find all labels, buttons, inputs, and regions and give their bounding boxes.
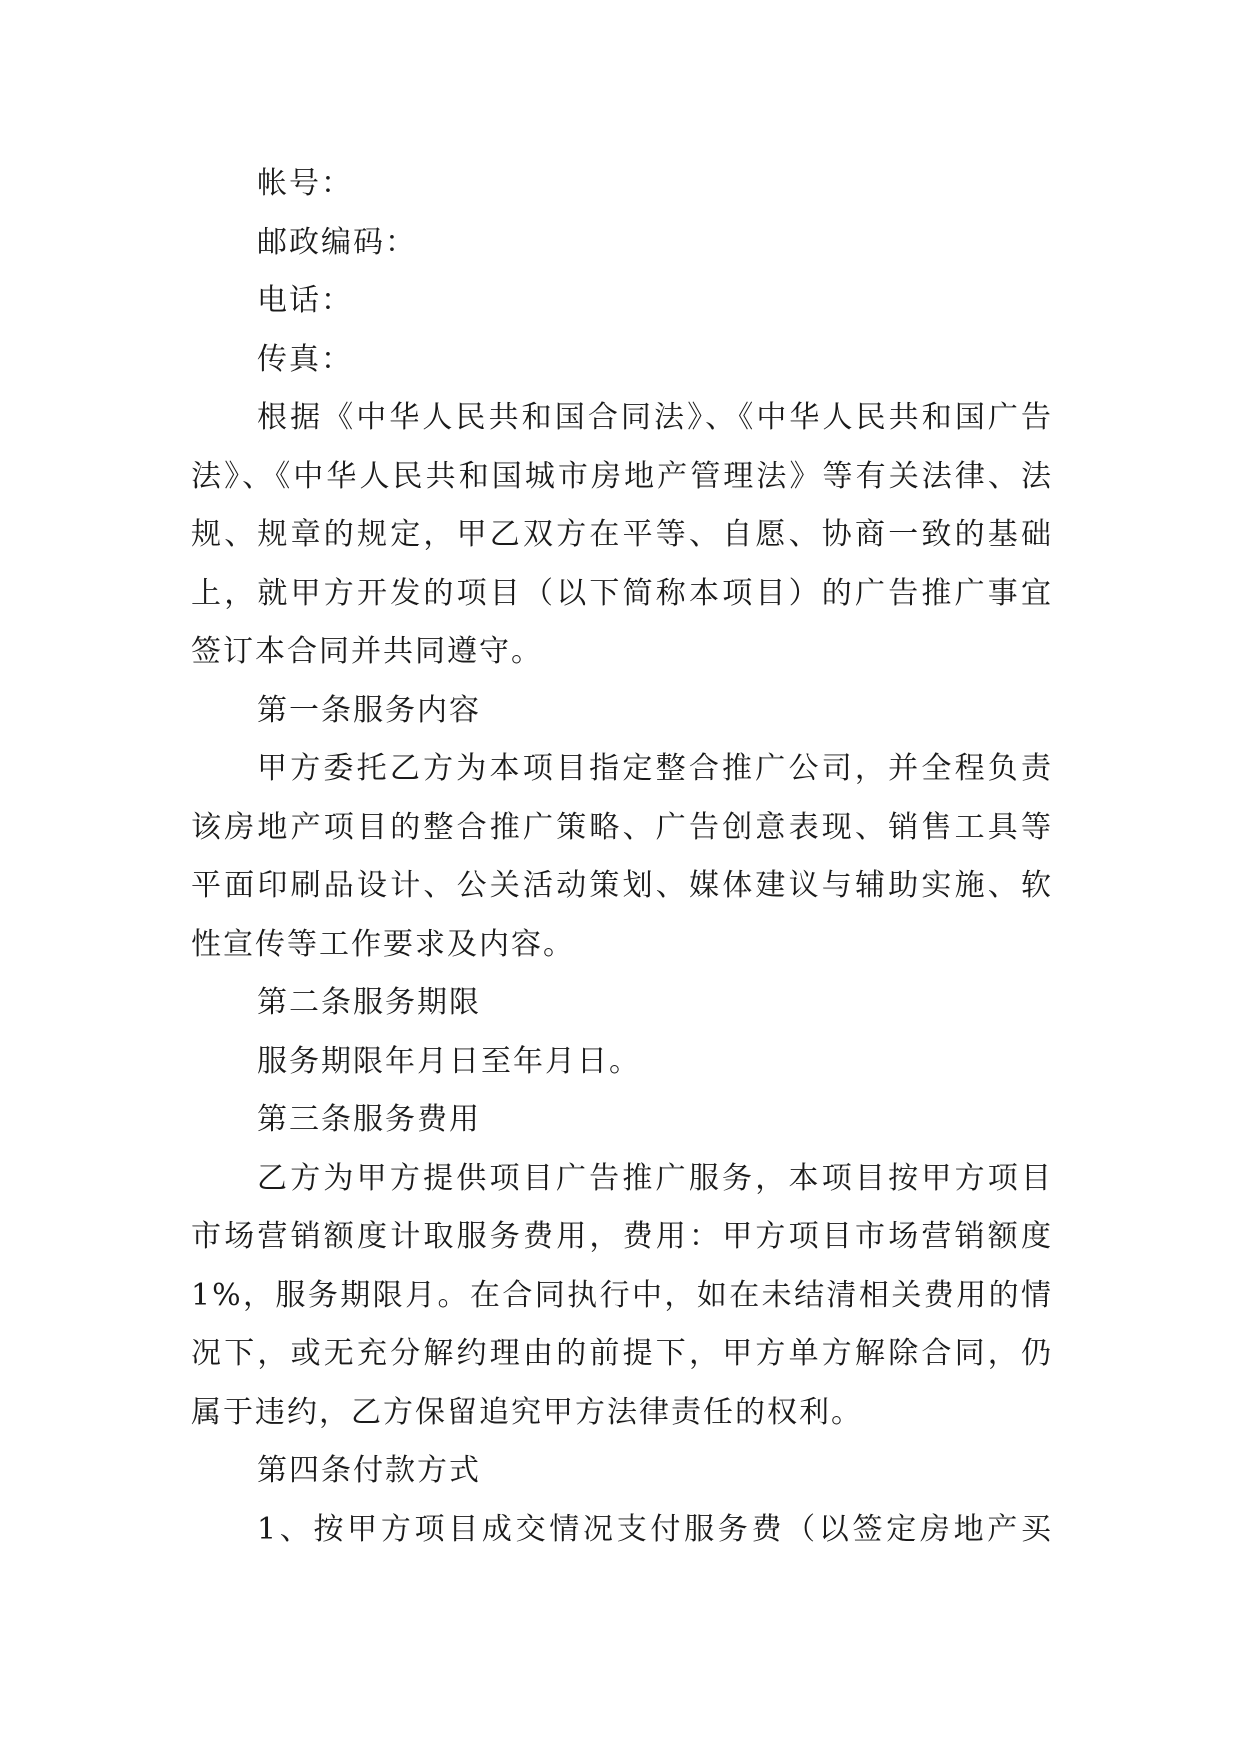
- phone-label: 电话：: [257, 283, 353, 318]
- preamble-line-1: 根据《中华人民共和国合同法》、《中华人民共和国广告: [257, 400, 1053, 435]
- postal-code-label: 邮政编码：: [257, 224, 417, 260]
- article-3-line-3: 1%，服务期限月。在合同执行中，如在未结清相关费用的情: [191, 1277, 1053, 1313]
- article-4-line-1: 1、按甲方项目成交情况支付服务费（以签定房地产买: [257, 1511, 1053, 1547]
- preamble-line-2: 法》、《中华人民共和国城市房地产管理法》等有关法律、法: [191, 458, 1053, 494]
- article-3-heading: 第三条服务费用: [257, 1102, 481, 1137]
- article-1-line-1: 甲方委托乙方为本项目指定整合推广公司，并全程负责: [257, 751, 1053, 786]
- article-3-line-4: 况下，或无充分解约理由的前提下，甲方单方解除合同，仍: [191, 1336, 1053, 1371]
- article-2-heading: 第二条服务期限: [257, 985, 481, 1020]
- account-number-label: 帐号：: [257, 166, 353, 201]
- article-1-heading: 第一条服务内容: [257, 692, 481, 728]
- article-1-line-4: 性宣传等工作要求及内容。: [191, 926, 575, 962]
- preamble-line-5: 签订本合同并共同遵守。: [191, 634, 543, 669]
- fax-label: 传真：: [257, 341, 353, 377]
- document-body: [191, 155, 1053, 1559]
- article-3-line-2: 市场营销额度计取服务费用，费用：甲方项目市场营销额度: [191, 1219, 1053, 1254]
- article-4-heading: 第四条付款方式: [257, 1453, 481, 1488]
- article-1-line-2: 该房地产项目的整合推广策略、广告创意表现、销售工具等: [191, 809, 1053, 845]
- article-3-line-1: 乙方为甲方提供项目广告推广服务，本项目按甲方项目: [257, 1160, 1053, 1196]
- article-1-line-3: 平面印刷品设计、公关活动策划、媒体建议与辅助实施、软: [191, 868, 1053, 903]
- preamble-line-4: 上，就甲方开发的项目（以下简称本项目）的广告推广事宜: [191, 575, 1053, 611]
- preamble-line-3: 规、规章的规定，甲乙双方在平等、自愿、协商一致的基础: [191, 517, 1053, 552]
- article-3-line-5: 属于违约，乙方保留追究甲方法律责任的权利。: [191, 1394, 863, 1430]
- article-2-line-1: 服务期限年月日至年月日。: [257, 1043, 641, 1079]
